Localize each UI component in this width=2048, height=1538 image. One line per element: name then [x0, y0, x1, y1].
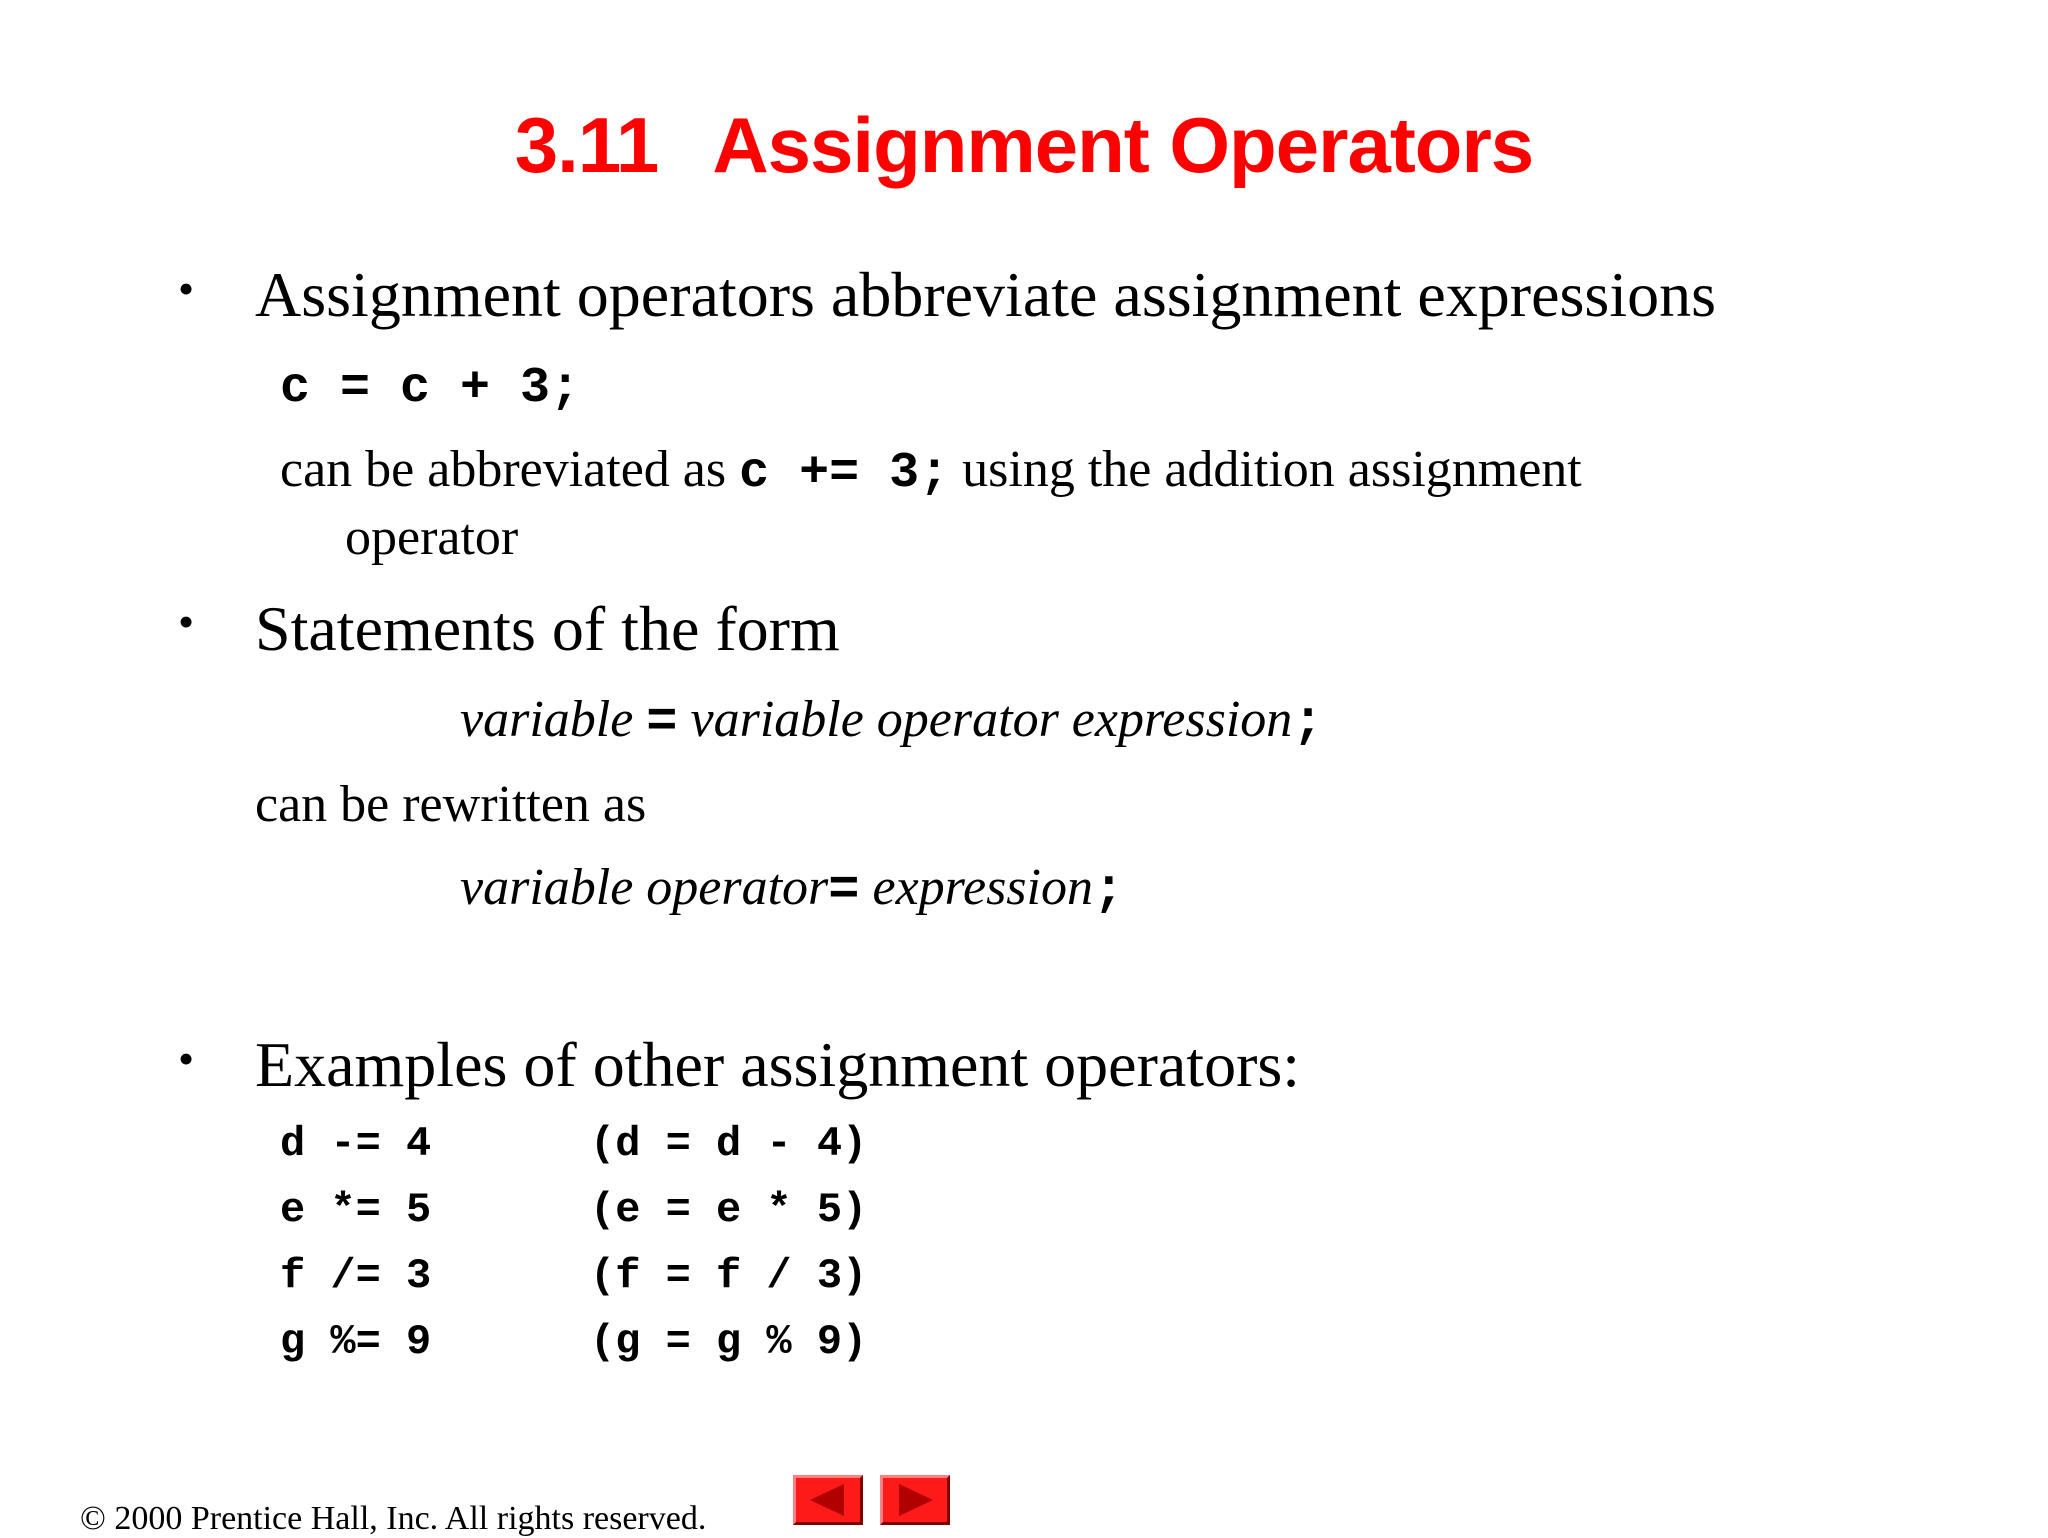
next-slide-button[interactable] — [880, 1475, 950, 1525]
rewrite-text: can be rewritten as — [255, 776, 647, 833]
bullet-3-text: Examples of other assignment operators: — [255, 1029, 1301, 1100]
title-text: Assignment Operators — [712, 101, 1534, 189]
form2-equals: = — [828, 861, 860, 920]
example-short-1: d -= 4 — [280, 1120, 432, 1168]
abbreviation-cont: operator — [345, 509, 519, 566]
section-number: 3.11 — [514, 101, 659, 189]
form1-rest: variable operator expression — [690, 691, 1293, 748]
bullet-3-marker: • — [178, 1033, 195, 1084]
example-long-4: (g = g % 9) — [590, 1318, 868, 1366]
bullet-2-marker: • — [178, 596, 195, 647]
abbreviation-pre: can be abbreviated as — [280, 441, 740, 498]
bullet-1-marker: • — [178, 263, 195, 314]
example-short-3: f /= 3 — [280, 1252, 432, 1300]
example-long-1: (d = d - 4) — [590, 1120, 868, 1168]
bullet-1-text: Assignment operators abbreviate assignment expressions — [255, 259, 1716, 330]
previous-slide-button[interactable] — [793, 1475, 863, 1525]
example-short-4: g %= 9 — [280, 1318, 432, 1366]
copyright-footer: © 2000 Prentice Hall, Inc. All rights reserved. — [80, 1500, 707, 1537]
form2-variable-operator: variable operator — [460, 859, 829, 916]
form2-rest: expression — [859, 859, 1093, 916]
form1-semicolon: ; — [1292, 693, 1324, 752]
form1-variable: variable — [460, 691, 634, 748]
form2-semicolon: ; — [1092, 861, 1125, 920]
slide-title — [0, 100, 2048, 191]
example-long-3: (f = f / 3) — [590, 1252, 868, 1300]
abbreviation-code: c += 3; — [739, 445, 950, 502]
form1-equals: = — [646, 693, 678, 752]
bullet-2-text: Statements of the form — [255, 593, 840, 664]
abbreviation-post: using the addition assignment — [949, 441, 1582, 498]
abbreviation-line — [280, 440, 1582, 502]
example-short-2: e *= 5 — [280, 1186, 432, 1234]
triangle-left-icon — [796, 1478, 860, 1522]
rewritten-form — [460, 858, 1124, 920]
triangle-right-icon — [883, 1478, 947, 1522]
code-example-1: c = c + 3; — [280, 360, 581, 417]
example-long-2: (e = e * 5) — [590, 1186, 868, 1234]
statement-form — [460, 690, 1324, 752]
